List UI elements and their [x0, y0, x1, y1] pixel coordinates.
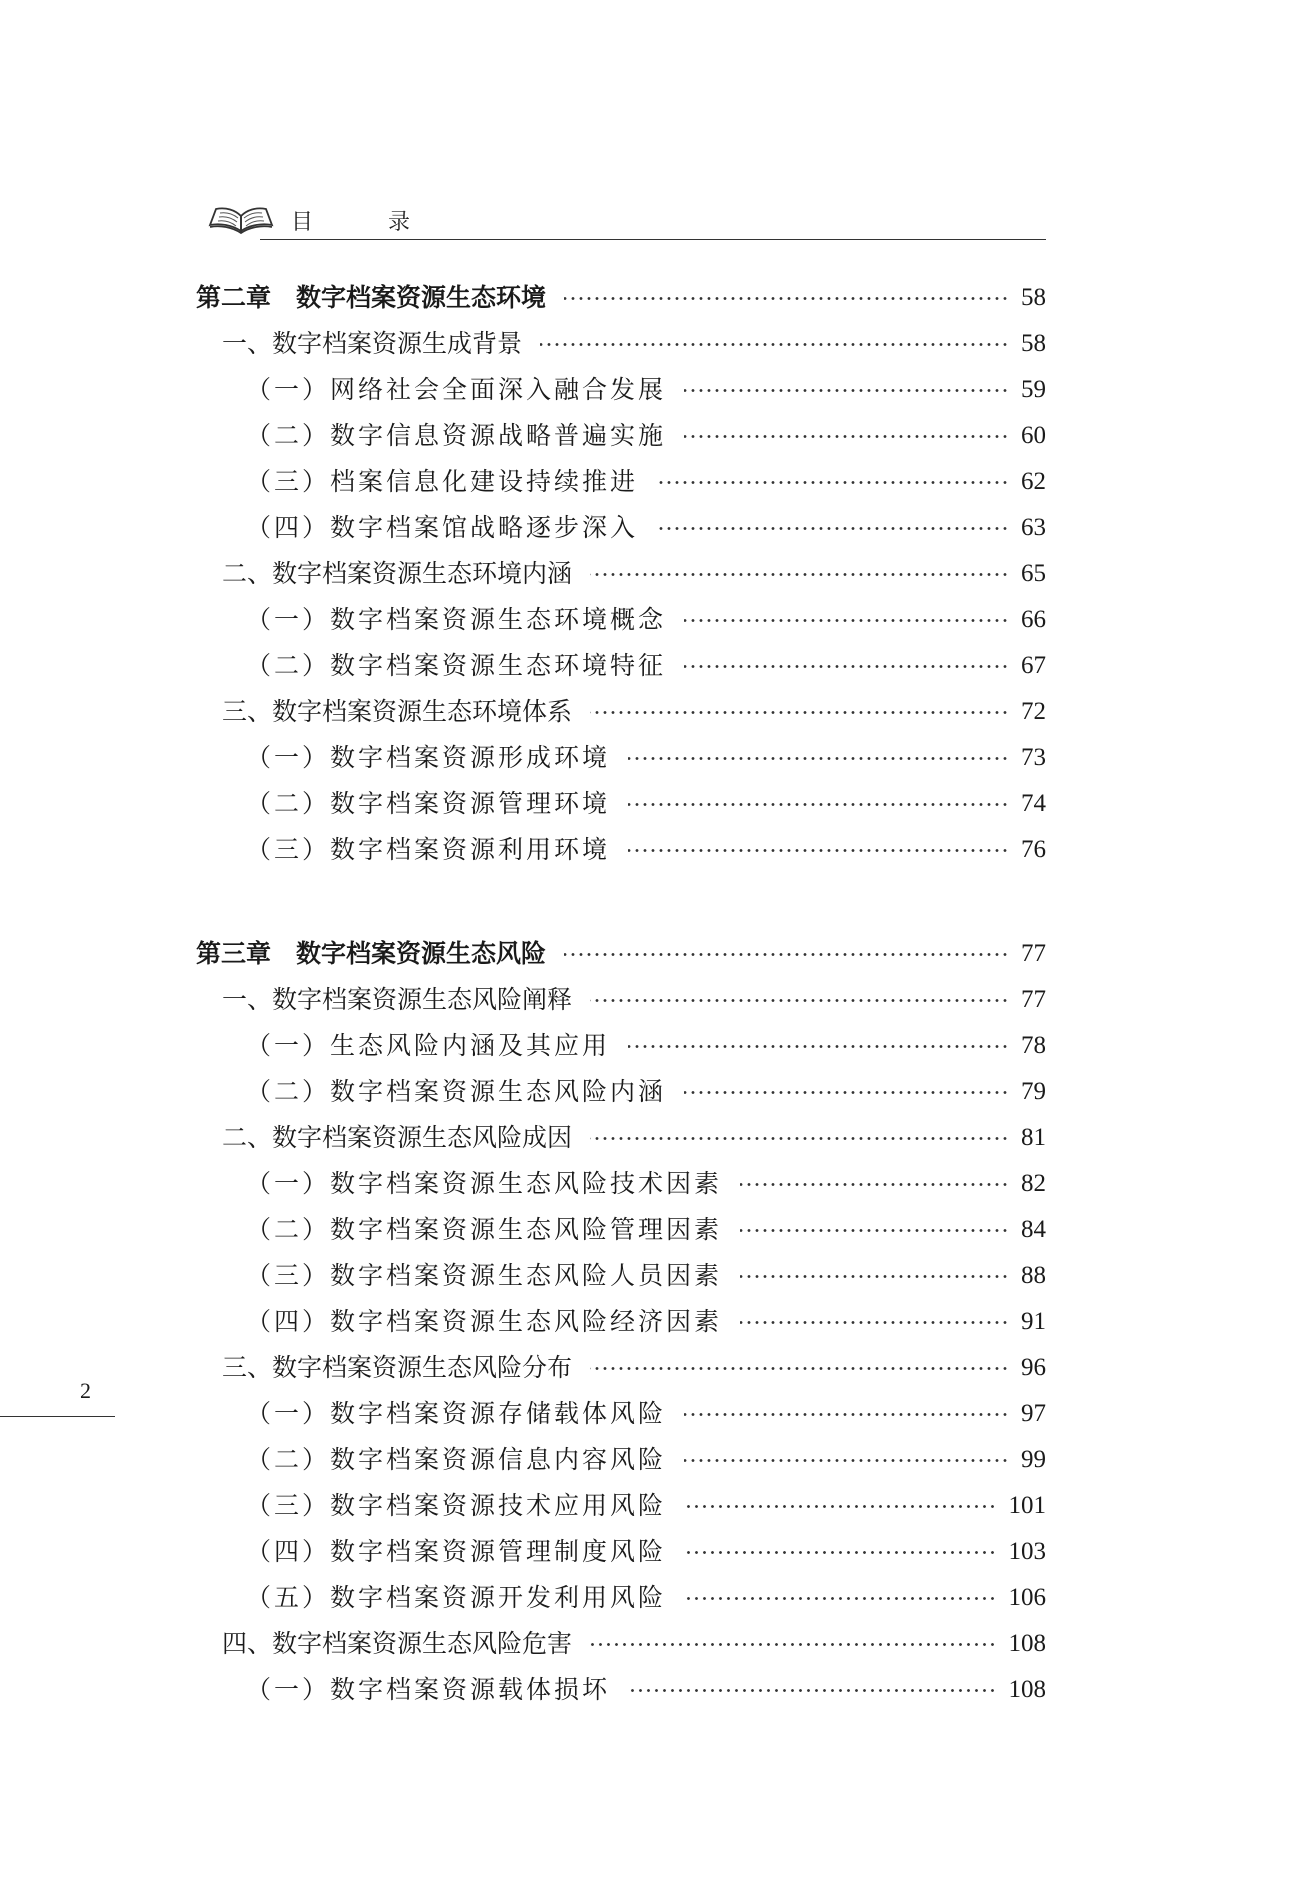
toc-entry-page: 97 — [1021, 1400, 1046, 1427]
toc-entry-label: 一、数字档案资源生成背景 — [222, 329, 523, 358]
toc-subsection-entry[interactable] — [196, 1394, 1046, 1434]
header-title: 目 录 — [291, 210, 444, 235]
dot-leader — [590, 999, 1009, 1002]
dot-leader — [628, 1689, 996, 1692]
dot-leader — [740, 1321, 1009, 1324]
toc-entry-page: 65 — [1021, 560, 1046, 587]
toc-entry-label: （三）数字档案资源技术应用风险 — [246, 1491, 667, 1520]
toc-entry-page: 59 — [1021, 376, 1046, 403]
dot-leader — [540, 343, 1009, 346]
toc-entry-page: 81 — [1021, 1124, 1046, 1151]
toc-entry-page: 99 — [1021, 1446, 1046, 1473]
toc-section-entry[interactable] — [196, 692, 1046, 732]
toc-entry-page: 67 — [1021, 652, 1046, 679]
toc-entry-page: 91 — [1021, 1308, 1046, 1335]
toc-entry-page: 77 — [1021, 986, 1046, 1013]
toc-entry-page: 60 — [1021, 422, 1046, 449]
toc-entry-page: 72 — [1021, 698, 1046, 725]
dot-leader — [684, 1459, 1009, 1462]
toc-entry-page: 63 — [1021, 514, 1046, 541]
toc-subsection-entry[interactable] — [196, 1578, 1046, 1618]
dot-leader — [684, 1505, 996, 1508]
toc-entry-label: （一）数字档案资源生态环境概念 — [246, 605, 667, 634]
toc-subsection-entry[interactable] — [196, 1486, 1046, 1526]
toc-entry-label: （二）数字档案资源信息内容风险 — [246, 1445, 667, 1474]
toc-subsection-entry[interactable] — [196, 600, 1046, 640]
toc-subsection-entry[interactable] — [196, 1670, 1046, 1710]
toc-entry-label: （一）网络社会全面深入融合发展 — [246, 375, 667, 404]
toc-entry-page: 66 — [1021, 606, 1046, 633]
page-number: 2 — [80, 1378, 91, 1403]
toc-subsection-entry[interactable] — [196, 738, 1046, 778]
toc-entry-label: （二）数字档案资源生态风险管理因素 — [246, 1215, 723, 1244]
toc-section-entry[interactable] — [196, 1118, 1046, 1158]
toc-subsection-entry[interactable] — [196, 370, 1046, 410]
dot-leader — [590, 573, 1009, 576]
toc-entry-label: （二）数字档案资源生态风险内涵 — [246, 1077, 667, 1106]
dot-leader — [684, 389, 1009, 392]
toc-entry-label: 第二章 数字档案资源生态环境 — [196, 283, 547, 312]
toc-subsection-entry[interactable] — [196, 1302, 1046, 1342]
page-number-rule — [0, 1416, 115, 1417]
toc-entry-page: 84 — [1021, 1216, 1046, 1243]
toc-section-entry[interactable] — [196, 324, 1046, 364]
toc-entry-label: 三、数字档案资源生态风险分布 — [222, 1353, 573, 1382]
toc-entry-label: 二、数字档案资源生态环境内涵 — [222, 559, 573, 588]
dot-leader — [656, 481, 1009, 484]
toc-entry-label: （三）档案信息化建设持续推进 — [246, 467, 639, 496]
running-header — [196, 195, 1046, 241]
dot-leader — [628, 757, 1009, 760]
toc-entry-page: 62 — [1021, 468, 1046, 495]
dot-leader — [684, 665, 1009, 668]
toc-entry-label: 二、数字档案资源生态风险成因 — [222, 1123, 573, 1152]
toc-subsection-entry[interactable] — [196, 508, 1046, 548]
toc-entry-label: （一）数字档案资源载体损坏 — [246, 1675, 611, 1704]
toc-entry-page: 103 — [1008, 1538, 1046, 1565]
dot-leader — [590, 1367, 1009, 1370]
dot-leader — [740, 1275, 1009, 1278]
toc-subsection-entry[interactable] — [196, 646, 1046, 686]
dot-leader — [590, 1643, 996, 1646]
toc-entry-label: （一）数字档案资源生态风险技术因素 — [246, 1169, 723, 1198]
toc-entry-label: （一）数字档案资源形成环境 — [246, 743, 611, 772]
toc-entry-label: （三）数字档案资源利用环境 — [246, 835, 611, 864]
toc-chapter-entry[interactable] — [196, 278, 1046, 318]
dot-leader — [590, 711, 1009, 714]
dot-leader — [684, 1597, 996, 1600]
toc-entry-label: （一）生态风险内涵及其应用 — [246, 1031, 611, 1060]
toc-entry-label: （五）数字档案资源开发利用风险 — [246, 1583, 667, 1612]
toc-entry-label: （二）数字档案资源管理环境 — [246, 789, 611, 818]
dot-leader — [564, 953, 1009, 956]
toc-entry-page: 76 — [1021, 836, 1046, 863]
toc-subsection-entry[interactable] — [196, 1532, 1046, 1572]
dot-leader — [656, 527, 1009, 530]
toc-chapter-entry[interactable] — [196, 934, 1046, 974]
toc-entry-page: 96 — [1021, 1354, 1046, 1381]
toc-entry-page: 73 — [1021, 744, 1046, 771]
toc-entry-label: （四）数字档案资源管理制度风险 — [246, 1537, 667, 1566]
toc-subsection-entry[interactable] — [196, 462, 1046, 502]
toc-subsection-entry[interactable] — [196, 784, 1046, 824]
toc-entry-label: 四、数字档案资源生态风险危害 — [222, 1629, 573, 1658]
toc-entry-page: 108 — [1008, 1630, 1046, 1657]
toc-entry-label: （二）数字档案资源生态环境特征 — [246, 651, 667, 680]
toc-entry-label: （三）数字档案资源生态风险人员因素 — [246, 1261, 723, 1290]
toc-entry-page: 77 — [1021, 940, 1046, 967]
toc-subsection-entry[interactable] — [196, 1026, 1046, 1066]
toc-entry-page: 108 — [1008, 1676, 1046, 1703]
toc-subsection-entry[interactable] — [196, 1164, 1046, 1204]
dot-leader — [684, 619, 1009, 622]
toc-entry-page: 58 — [1021, 284, 1046, 311]
dot-leader — [628, 1045, 1009, 1048]
toc-section-entry[interactable] — [196, 554, 1046, 594]
toc-entry-page: 88 — [1021, 1262, 1046, 1289]
toc-subsection-entry[interactable] — [196, 1256, 1046, 1296]
toc-entry-label: （二）数字信息资源战略普遍实施 — [246, 421, 667, 450]
dot-leader — [684, 1551, 996, 1554]
toc-entry-label: 一、数字档案资源生态风险阐释 — [222, 985, 573, 1014]
open-book-icon — [208, 203, 274, 235]
toc-entry-page: 79 — [1021, 1078, 1046, 1105]
toc-section-entry[interactable] — [196, 1624, 1046, 1664]
toc-entry-page: 106 — [1008, 1584, 1046, 1611]
dot-leader — [628, 849, 1009, 852]
toc-entry-page: 78 — [1021, 1032, 1046, 1059]
header-rule — [260, 239, 1046, 240]
dot-leader — [684, 435, 1009, 438]
toc-entry-label: （四）数字档案资源生态风险经济因素 — [246, 1307, 723, 1336]
toc-subsection-entry[interactable] — [196, 1072, 1046, 1112]
toc-entry-page: 101 — [1008, 1492, 1046, 1519]
toc-section-entry[interactable] — [196, 980, 1046, 1020]
dot-leader — [684, 1413, 1009, 1416]
toc-entry-page: 74 — [1021, 790, 1046, 817]
dot-leader — [684, 1091, 1009, 1094]
dot-leader — [564, 297, 1009, 300]
dot-leader — [740, 1229, 1009, 1232]
toc-entry-label: （一）数字档案资源存储载体风险 — [246, 1399, 667, 1428]
toc-subsection-entry[interactable] — [196, 1440, 1046, 1480]
toc-entry-page: 58 — [1021, 330, 1046, 357]
toc-entry-label: （四）数字档案馆战略逐步深入 — [246, 513, 639, 542]
dot-leader — [628, 803, 1009, 806]
toc-entry-page: 82 — [1021, 1170, 1046, 1197]
dot-leader — [740, 1183, 1009, 1186]
toc-entry-label: 第三章 数字档案资源生态风险 — [196, 939, 547, 968]
toc-entry-label: 三、数字档案资源生态环境体系 — [222, 697, 573, 726]
toc-subsection-entry[interactable] — [196, 416, 1046, 456]
toc-subsection-entry[interactable] — [196, 830, 1046, 870]
dot-leader — [590, 1137, 1009, 1140]
toc-subsection-entry[interactable] — [196, 1210, 1046, 1250]
toc-section-entry[interactable] — [196, 1348, 1046, 1388]
